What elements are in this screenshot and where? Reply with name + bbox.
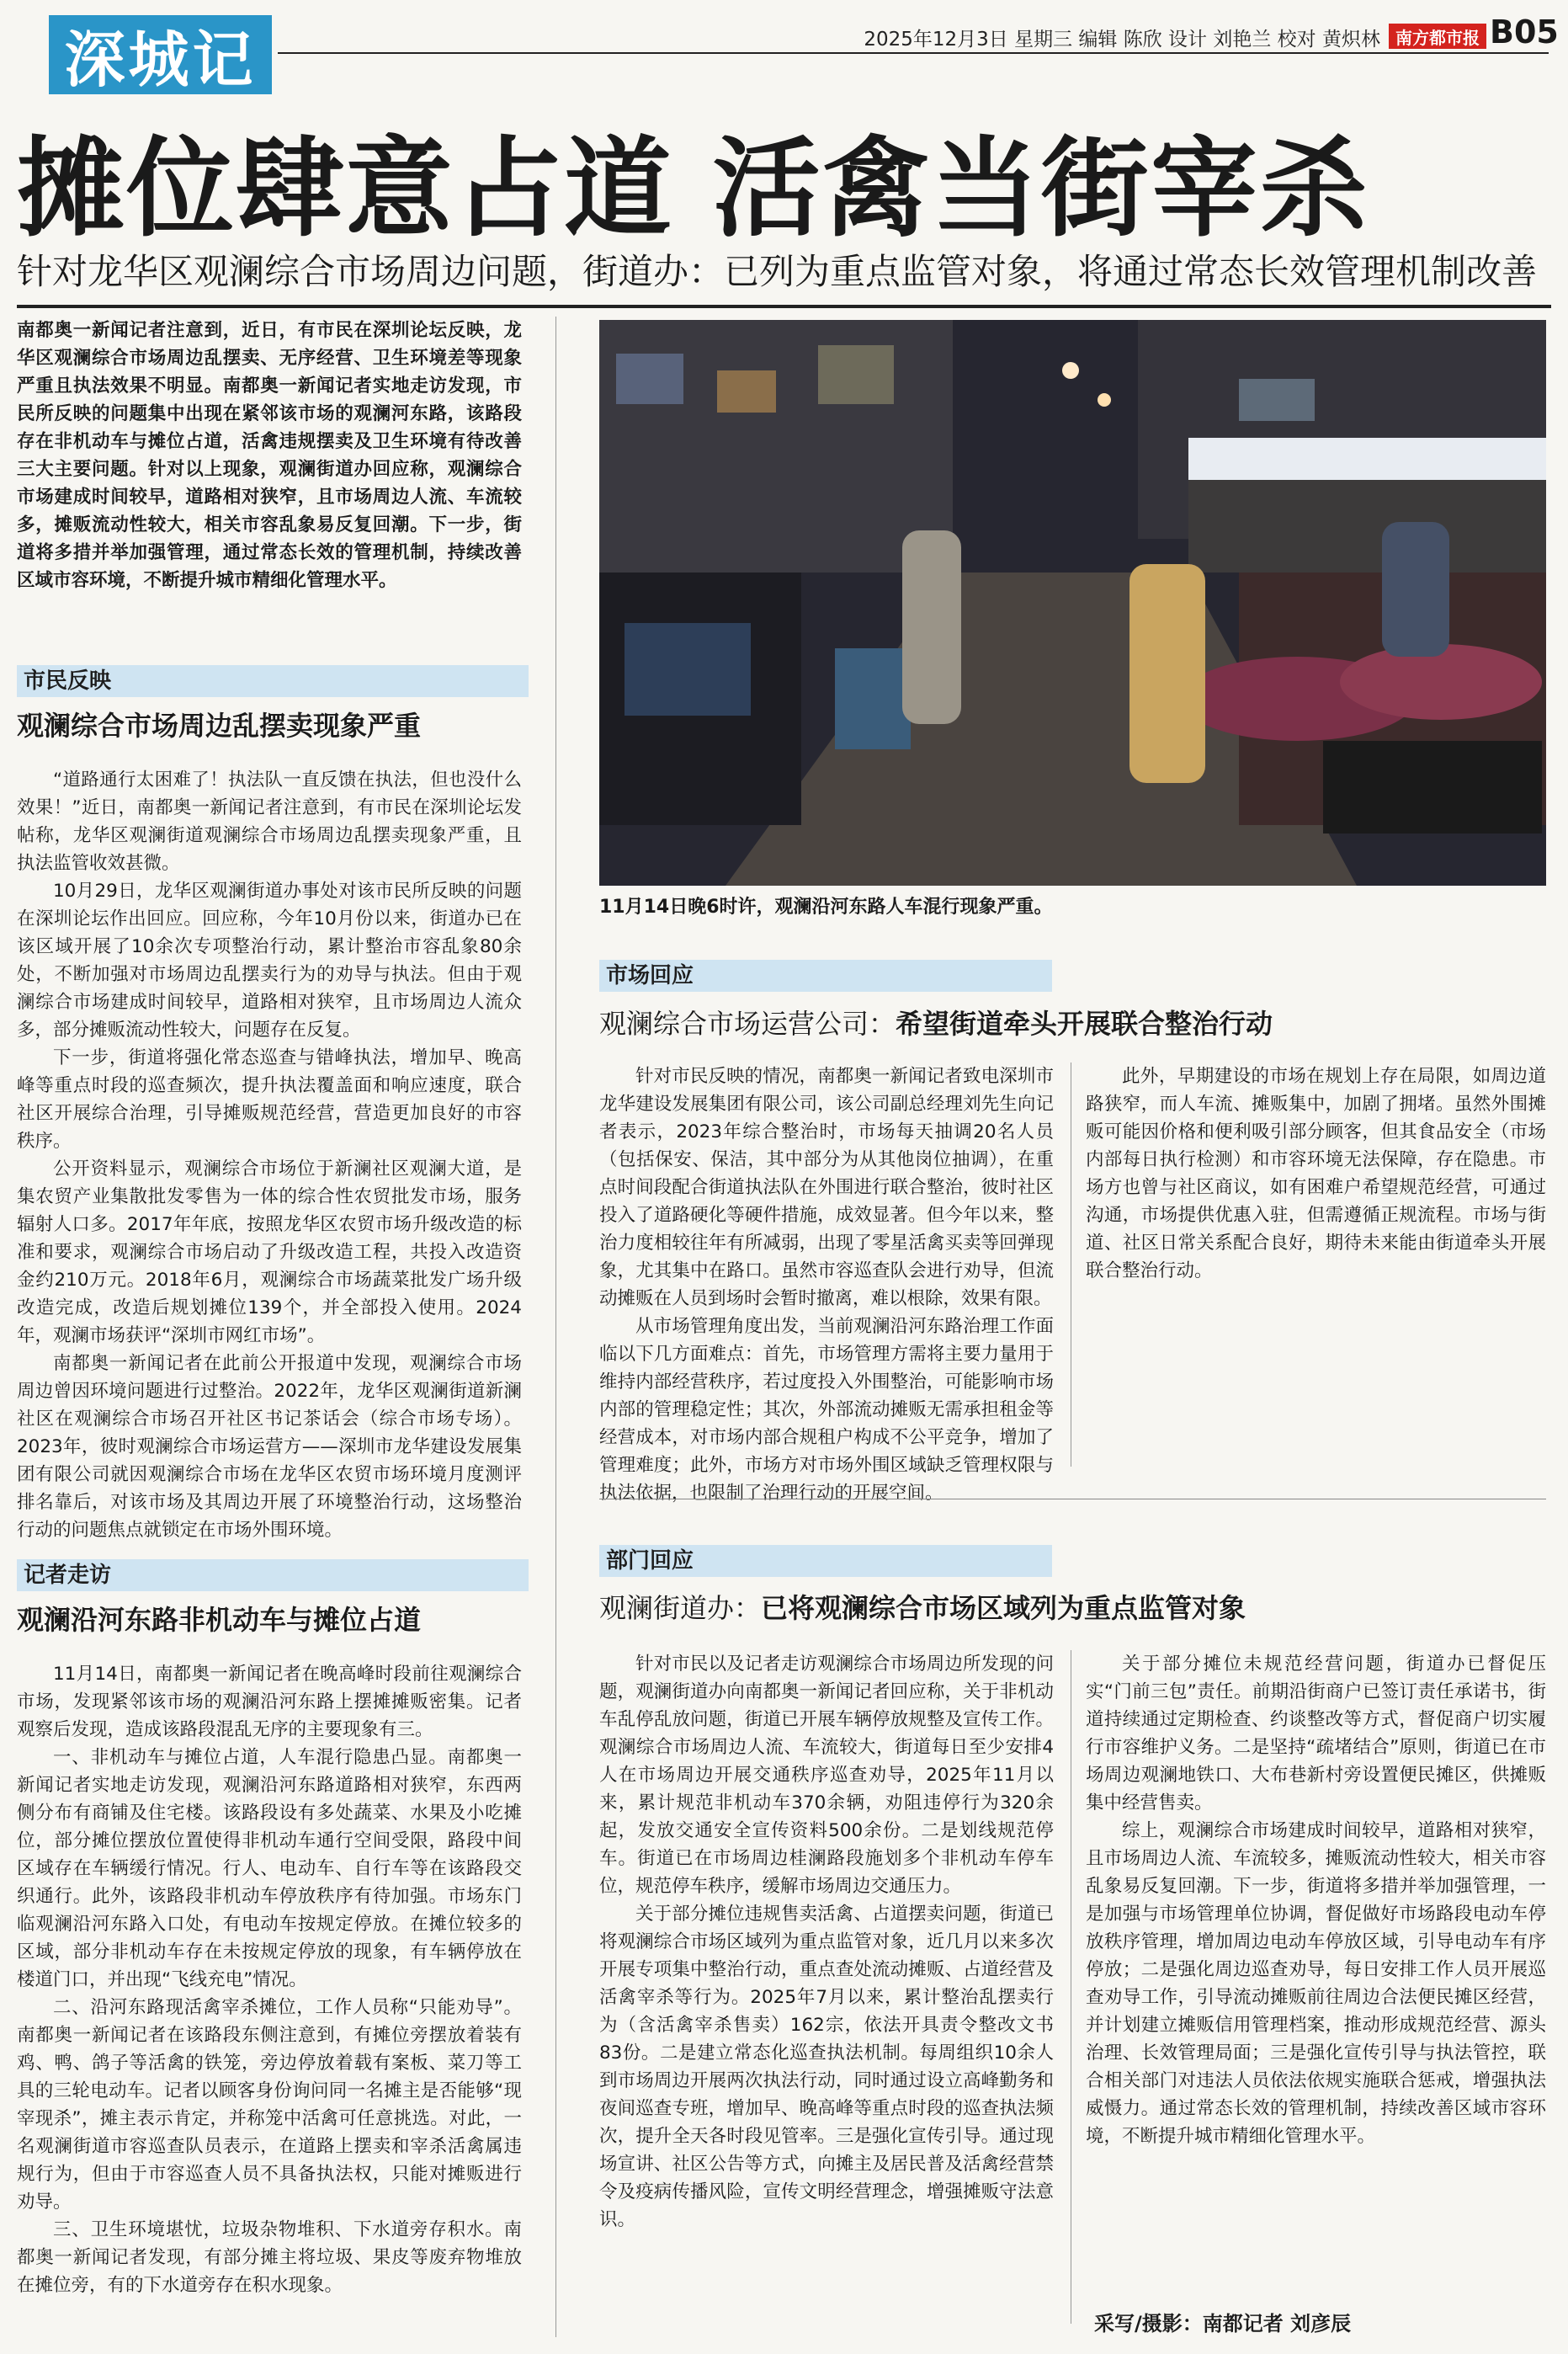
section-title-market-prefix: 观澜综合市场运营公司： — [599, 1008, 896, 1040]
section-title-department — [599, 1590, 1546, 1627]
section-bar-market: 市场回应 — [599, 960, 1052, 992]
section-title-department-main: 已将观澜综合市场区域列为重点监管对象 — [761, 1592, 1246, 1624]
body-paragraph: 11月14日，南都奥一新闻记者在晚高峰时段前往观澜综合市场，发现紧邻该市场的观澜沿河东路上摆摊摊贩密集。记者观察后发现，造成该路段混乱无序的主要现象有三。 — [17, 1664, 522, 1740]
section-title-market-main: 希望街道牵头开展联合整治行动 — [896, 1008, 1273, 1040]
body-paragraph: 此外，早期建设的市场在规划上存在局限，如周边道路狭窄，而人车流、摊贩集中，加剧了拥堵。虽然外围摊贩可能因价格和便利吸引部分顾客，但其食品安全（市场内部每日执行检测）和市容环境无法保障，存在隐患。市场方也曾与社区商议，如有困难户希望规范经营，可通过沟通，市场提供优惠入驻，但需遵循正规流程。市场与街道、社区日常关系配合良好，期待未来能由街道牵头开展联合整治行动。 — [1086, 1066, 1546, 1281]
body-paragraph: 三、卫生环境堪忧，垃圾杂物堆积、下水道旁存积水。南都奥一新闻记者发现，有部分摊主将垃圾、果皮等废弃物堆放在摊位旁，有的下水道旁存在积水现象。 — [17, 2219, 522, 2296]
section-bar-department: 部门回应 — [599, 1545, 1052, 1577]
body-paragraph: 从市场管理角度出发，当前观澜沿河东路治理工作面临以下几方面难点：首先，市场管理方需将主要力量用于维持内部经营秩序，若过度投入外围整治，可能影响市场内部的管理稳定性；其次，外部流动摊贩无需承担租金等经营成本，对市场内部合规租户构成不公平竞争，增加了管理难度；此外，市场方对市场外围区域缺乏管理权限与执法依据，也限制了治理行动的开展空间。 — [599, 1316, 1054, 1504]
section-body-department-left — [599, 1650, 1054, 2324]
section-body-reporter — [17, 1660, 522, 2325]
subheadline: 针对龙华区观澜综合市场周边问题，街道办：已列为重点监管对象，将通过常态长效管理机制改善 — [17, 251, 1538, 292]
body-paragraph: 针对市民以及记者走访观澜综合市场周边所发现的问题，观澜街道办向南都奥一新闻记者回应称，关于非机动车乱停乱放问题，街道已开展车辆停放规整及宣传工作。观澜综合市场周边人流、车流较大，街道每日至少安排4人在市场周边开展交通秩序巡查劝导，2025年11月以来，累计规范非机动车370余辆，劝阻违停行为320余起，发放交通安全宣传资料500余份。二是划线规范停车。街道已在市场周边桂澜路段施划多个非机动车停车位，规范停车秩序，缓解市场周边交通压力。 — [599, 1654, 1054, 1897]
section-badge: 深城记 — [49, 15, 272, 94]
body-paragraph: 公开资料显示，观澜综合市场位于新澜社区观澜大道，是集农贸产业集散批发零售为一体的综合性农贸批发市场，服务辐射人口多。2017年年底，按照龙华区农贸市场升级改造的标准和要求，观澜综合市场启动了升级改造工程，共投入改造资金约210万元。2018年6月，观澜综合市场蔬菜批发广场升级改造完成，改造后规划摊位139个，并全部投入使用。2024年，观澜市场获评“深圳市网红市场”。 — [17, 1158, 522, 1346]
body-paragraph: 二、沿河东路现活禽宰杀摊位，工作人员称“只能劝导”。南都奥一新闻记者在该路段东侧注意到，有摊位旁摆放着装有鸡、鸭、鸽子等活禽的铁笼，旁边停放着载有案板、菜刀等工具的三轮电动车。记者以顾客身份询问同一名摊主是否能够“现宰现杀”，摊主表示肯定，并称笼中活禽可任意挑选。对此，一名观澜街道市容巡查队员表示，在道路上摆卖和宰杀活禽属违规行为，但由于市容巡查人员不具备执法权，只能对摊贩进行劝导。 — [17, 1997, 522, 2213]
section-title-reporter: 观澜沿河东路非机动车与摊位占道 — [17, 1604, 422, 1636]
section-bar-reporter: 记者走访 — [17, 1559, 529, 1591]
body-paragraph: 关于部分摊位违规售卖活禽、占道摆卖问题，街道已将观澜综合市场区域列为重点监管对象，近几月以来多次开展专项集中整治行动，重点查处流动摊贩、占道经营及活禽宰杀等行为。2025年7月以来，累计整治乱摆卖行为（含活禽宰杀售卖）162宗，依法开具责令整改文书83份。二是建立常态化巡查执法机制。每周组织10余人到市场周边开展两次执法行动，同时通过设立高峰勤务和夜间巡查专班，增加早、晚高峰等重点时段的巡查执法频次，提升全天各时段见管率。三是强化宣传引导。通过现场宣讲、社区公告等方式，向摊主及居民普及活禽经营禁令及疫病传播风险，宣传文明经营理念，增强摊贩守法意识。 — [599, 1904, 1054, 2230]
byline: 采写/摄影：南都记者 刘彦辰 — [1094, 2312, 1352, 2335]
body-paragraph: 综上，观澜综合市场建成时间较早，道路相对狭窄，且市场周边人流、车流较多，摊贩流动性较大，相关市容乱象易反复回潮。下一步，街道将多措并举加强管理，一是加强与市场管理单位协调，督促做好市场路段电动车停放秩序管理，增加周边电动车停放区域，引导电动车有序停放；二是强化周边巡查劝导，每日安排工作人员开展巡查劝导工作，引导流动摊贩前往周边合法便民摊区经营，并计划建立摊贩信用管理档案，推动形成规范经营、源头治理、长效管理局面；三是强化宣传引导与执法管控，联合相关部门对违法人员依法依规实施联合惩戒，增强执法威慑力。通过常态长效的管理机制，持续改善区域市容环境，不断提升城市精细化管理水平。 — [1086, 1820, 1546, 2147]
body-paragraph: “道路通行太困难了！执法队一直反馈在执法，但也没什么效果！”近日，南都奥一新闻记者注意到，有市民在深圳论坛发帖称，龙华区观澜街道观澜综合市场周边乱摆卖现象严重，且执法监管收效甚微。 — [17, 770, 522, 874]
page-number: B05 — [1490, 13, 1559, 51]
section-body-market-right — [1086, 1062, 1546, 1475]
section-title-department-prefix: 观澜街道办： — [599, 1592, 762, 1624]
section-body-citizen — [17, 766, 522, 1545]
section-title-citizen: 观澜综合市场周边乱摆卖现象严重 — [17, 710, 422, 742]
body-paragraph: 10月29日，龙华区观澜街道办事处对该市民所反映的问题在深圳论坛作出回应。回应称，今年10月份以来，街道办已在该区域开展了10余次专项整治行动，累计整治市容乱象80余处，不断加强对市场周边乱摆卖行为的劝导与执法。但由于观澜综合市场建成时间较早，道路相对狭窄，且市场周边人流众多，部分摊贩流动性较大，问题存在反复。 — [17, 881, 522, 1041]
body-paragraph: 一、非机动车与摊位占道，人车混行隐患凸显。南都奥一新闻记者实地走访发现，观澜沿河东路道路相对狭窄，东西两侧分布有商铺及住宅楼。该路段设有多处蔬菜、水果及小吃摊位，部分摊位摆放位置使得非机动车通行空间受限，路段中间区域存在车辆缓行情况。行人、电动车、自行车等在该路段交织通行。此外，该路段非机动车停放秩序有待加强。市场东门临观澜沿河东路入口处，有电动车按规定停放。在摊位较多的区域，部分非机动车存在未按规定停放的现象，有车辆停放在楼道门口，并出现“飞线充电”情况。 — [17, 1747, 522, 1990]
section-title-market — [599, 1005, 1546, 1042]
headline-rule — [17, 305, 1551, 308]
issue-meta: 2025年12月3日 星期三 编辑 陈欣 设计 刘艳兰 校对 黄炽林 — [864, 29, 1380, 51]
section-body-department-right — [1086, 1650, 1546, 2298]
column-divider — [555, 317, 556, 2337]
body-paragraph: 针对市民反映的情况，南都奥一新闻记者致电深圳市龙华建设发展集团有限公司，该公司副总经理刘先生向记者表示，2023年综合整治时，市场每天抽调20名人员（包括保安、保洁，其中部分为从其他岗位抽调），在重点时间段配合街道执法队在外围进行联合整治，彼时社区投入了道路硬化等硬件措施，成效显著。但今年以来，整治力度相较往年有所减弱，出现了零星活禽买卖等回弹现象，尤其集中在路口。虽然市容巡查队会进行劝导，但流动摊贩在人员到场时会暂时撤离，难以根除，效果有限。 — [599, 1066, 1054, 1309]
lead-paragraph: 南都奥一新闻记者注意到，近日，有市民在深圳论坛反映，龙华区观澜综合市场周边乱摆卖、无序经营、卫生环境差等现象严重且执法效果不明显。南都奥一新闻记者实地走访发现，市民所反映的问题集中出现在紧邻该市场的观澜河东路，该路段存在非机动车与摊位占道，活禽违规摆卖及卫生环境有待改善三大主要问题。针对以上现象，观澜街道办回应称，观澜综合市场建成时间较早，道路相对狭窄，且市场周边人流、车流较多，摊贩流动性较大，相关市容乱象易反复回潮。下一步，街道将多措并举加强管理，通过常态长效的管理机制，持续改善区域市容环境，不断提升城市精细化管理水平。 — [17, 320, 522, 591]
body-paragraph: 下一步，街道将强化常态巡查与错峰执法，增加早、晚高峰等重点时段的巡查频次，提升执法覆盖面和响应速度，联合社区开展综合治理，引导摊贩规范经营，营造更加良好的市容秩序。 — [17, 1047, 522, 1152]
top-rule — [278, 52, 1549, 54]
street-photo — [599, 320, 1546, 886]
headline: 摊位肆意占道 活禽当街宰杀 — [17, 126, 1369, 252]
section-bar-citizen: 市民反映 — [17, 665, 529, 697]
photo-caption: 11月14日晚6时许，观澜沿河东路人车混行现象严重。 — [599, 897, 1053, 918]
street-scene-illustration — [599, 320, 1546, 886]
body-paragraph: 南都奥一新闻记者在此前公开报道中发现，观澜综合市场周边曾因环境问题进行过整治。2022年，龙华区观澜街道新澜社区在观澜综合市场召开社区书记茶话会（综合市场专场）。2023年，彼时观澜综合市场运营方——深圳市龙华建设发展集团有限公司就因观澜综合市场在龙华区农贸市场环境月度测评排名靠后，对该市场及其周边开展了环境整治行动，这场整治行动的问题焦点就锁定在市场外围环境。 — [17, 1353, 522, 1541]
body-paragraph: 关于部分摊位未规范经营问题，街道办已督促压实“门前三包”责任。前期沿街商户已签订责任承诺书，街道持续通过定期检查、约谈整改等方式，督促商户切实履行市容维护义务。二是坚持“疏堵结合”原则，街道已在市场周边观澜地铁口、大布巷新村旁设置便民摊区，供摊贩集中经营售卖。 — [1086, 1654, 1546, 1813]
section-body-market-left — [599, 1062, 1054, 1504]
paper-logo: 南方都市报 — [1389, 24, 1486, 49]
